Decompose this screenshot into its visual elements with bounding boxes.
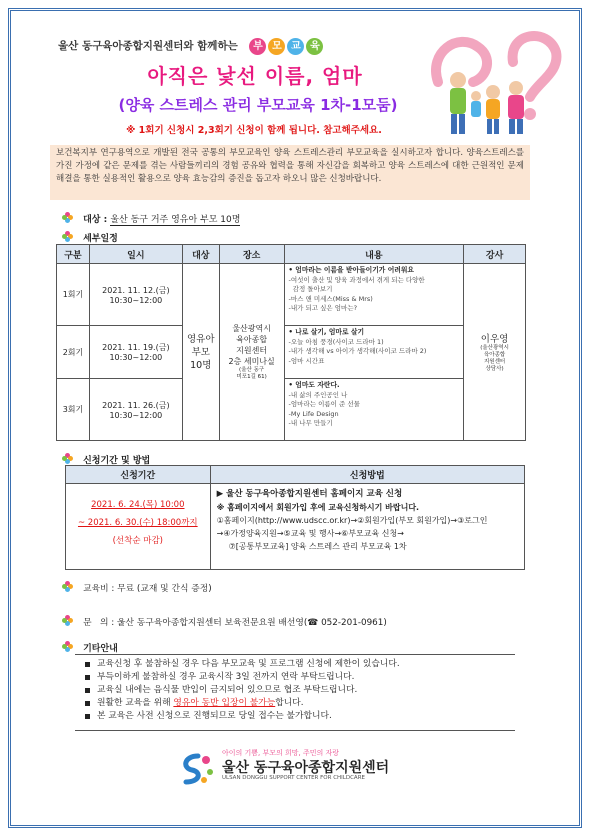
flower-icon: [62, 231, 73, 242]
content-item: -엄마 시간표: [288, 356, 325, 365]
footer-name: 울산 동구육아종합지원센터: [222, 760, 390, 776]
top-line: [58, 38, 325, 55]
time: 10:30~12:00: [109, 295, 163, 305]
place-name: 울산광역시 육아종합 지원센터 2층 세미나실: [228, 324, 275, 366]
content-item: -오늘 아침 풍경(사이코 드라마 1): [288, 337, 384, 346]
content-item: -내가 되고 싶은 엄마는?: [288, 304, 358, 312]
etc-list: [85, 658, 505, 723]
content-item: -My Life Design: [288, 409, 339, 418]
badge-bu: 부: [249, 38, 266, 55]
list-item: 부득이하게 불참하실 경우 교육시작 3일 전까지 연락 부탁드립니다.: [85, 671, 505, 684]
etc-heading: [62, 636, 118, 655]
schedule-heading-label: 세부일정: [83, 234, 118, 244]
place-address: (울산 동구 미포1길 61): [236, 367, 267, 380]
session-cell: 3회기: [57, 379, 90, 441]
family-illustration: [418, 22, 568, 140]
time: 10:30~12:00: [109, 353, 163, 362]
time: 10:30~12:00: [109, 410, 163, 420]
col-period: 신청기간: [66, 466, 211, 484]
content-cell: [284, 379, 464, 441]
schedule-header-row: [57, 245, 526, 264]
date-cell: [89, 264, 182, 326]
divider: [75, 654, 515, 655]
item-pre: 원활한 교육을 위해: [97, 698, 174, 708]
col-gubun: 구분: [57, 245, 90, 264]
method-line-4: →④가정양육지원→⑤교육 및 행사→⑥부모교육 신청→: [216, 529, 404, 538]
period-cell: [66, 484, 211, 570]
list-item: [85, 697, 505, 710]
table-row: [57, 379, 526, 441]
table-row: [57, 264, 526, 326]
apply-table: [65, 465, 525, 570]
flower-icon: [62, 615, 73, 626]
flower-icon: [62, 453, 73, 464]
method-cell: [210, 484, 524, 570]
col-target: 대상: [182, 245, 219, 264]
session-notice: ※ 1회기 신청시 2,3회기 신청이 함께 됩니다. 참고해주세요.: [126, 125, 382, 136]
footer-logo: [176, 748, 436, 788]
list-item: 본 교육은 사전 신청으로 진행되므로 당일 접수는 불가합니다.: [85, 710, 505, 723]
fee-text: 교육비 : 무료 (교재 및 간식 증정): [83, 584, 212, 594]
col-content: 내용: [284, 245, 464, 264]
content-item: -여섯이 출산 및 양육 과정에서 겪게 되는 다양한: [288, 275, 425, 284]
col-method: 신청방법: [210, 466, 524, 484]
contact-text: 문 의 : 울산 동구육아종합지원센터 보육전문요원 배선영(☎ 052-201-0961): [83, 618, 387, 628]
center-logo-icon: [176, 750, 216, 786]
content-item: -내가 생각해 vs 아이가 생각해(사이코 드라마 2): [288, 347, 427, 355]
target-label: 대상 :: [83, 215, 111, 225]
target-value: 울산 동구 거주 영유아 부모 10명: [110, 215, 241, 225]
instructor-affiliation: (울산광역시 육아종합 지원센터 상담사): [480, 345, 509, 372]
fee-line: [62, 576, 212, 595]
apply-heading-label: 신청기간 및 방법: [83, 456, 151, 466]
method-line-1: ▶ 울산 동구육아종합지원센터 홈페이지 교육 신청: [216, 489, 403, 499]
content-cell: [284, 264, 464, 326]
target-line: [62, 207, 240, 226]
content-cell: [284, 326, 464, 379]
flower-icon: [62, 581, 73, 592]
instructor-cell: [464, 264, 526, 441]
content-item: -내 삶의 주인공인 나: [288, 390, 348, 399]
method-line-3: ①홈페이지(http://www.udscc.or.kr)→②회원가입(부모 회원가입)→③로그인: [216, 516, 488, 525]
table-row: [57, 326, 526, 379]
content-item: -엄마라는 이름이 준 선물: [288, 400, 360, 408]
badge-mo: 모: [268, 38, 285, 55]
period-note: (선착순 마감): [112, 536, 163, 546]
target-cell: 영유아 부모 10명: [182, 264, 219, 441]
period-end: ~ 2021. 6. 30.(수) 18:00까지: [77, 518, 198, 528]
instructor-name: 이우영: [480, 334, 509, 345]
content-item: -내 나무 만들기: [288, 419, 333, 427]
footer-slogan: 아이의 기쁨, 부모의 희망, 주민의 자랑: [222, 749, 340, 757]
schedule-table: [56, 244, 526, 441]
period-start: 2021. 6. 24.(목) 10:00: [91, 500, 185, 510]
col-place: 장소: [219, 245, 284, 264]
etc-heading-label: 기타안내: [83, 644, 118, 654]
method-line-5: ⑦[공통부모교육] 양육 스트레스 관리 부모교육 1차: [228, 542, 407, 551]
item-post: 합니다.: [275, 698, 304, 708]
content-title: • 엄마도 자란다.: [288, 381, 340, 389]
content-title: • 엄마라는 이름을 받아들이기가 어려워요: [288, 266, 414, 274]
item-red: 영유아 동반 입장이 불가능: [173, 698, 276, 708]
contact-line: [62, 610, 387, 629]
col-datetime: 일시: [89, 245, 182, 264]
badge-yuk: 육: [306, 38, 323, 55]
session-cell: 1회기: [57, 264, 90, 326]
date-cell: [89, 326, 182, 379]
flower-icon: [62, 212, 73, 223]
method-line-2: ※ 홈페이지에서 회원가입 후에 교육신청하시기 바랍니다.: [216, 503, 420, 512]
content-item: 감정 돌아보기: [288, 285, 333, 293]
badge-gyo: 교: [287, 38, 304, 55]
content-item: -마스 앤 미세스(Miss & Mrs): [288, 294, 373, 303]
date: 2021. 11. 12.(금): [102, 285, 170, 295]
content-title: • 나로 살기, 엄마로 살기: [288, 328, 365, 336]
intro-box: 보건복지부 연구용역으로 개발된 전국 공통의 부모교육인 양육 스트레스관리 부모교육을 실시하고자 합니다. 양육스트레스를 가진 가정에 같은 문제를 겪는 사람들끼리의 경험 공유와 협력을 통해 자신감을 회복하고 양육 스트레스에 대한 근원적인 문제 해결을 통한 실용적인 활용으로 양육 효능감의 증진을 돕고자 하오니 많은 신청바랍니다.: [50, 145, 530, 200]
list-item: 교육신청 후 불참하실 경우 다음 부모교육 및 프로그램 신청에 제한이 있습니다.: [85, 658, 505, 671]
top-line-text: 울산 동구육아종합지원센터와 함께하는: [58, 40, 238, 52]
date: 2021. 11. 19.(금): [102, 343, 170, 352]
flower-icon: [62, 641, 73, 652]
col-instructor: 강사: [464, 245, 526, 264]
date-cell: [89, 379, 182, 441]
page-title: 아직은 낯선 이름, 엄마: [147, 64, 363, 88]
schedule-heading: [62, 226, 118, 245]
date: 2021. 11. 26.(금): [102, 400, 170, 410]
divider: [75, 730, 515, 731]
page-subtitle: (양육 스트레스 관리 부모교육 1차-1모둠): [118, 96, 398, 114]
footer-name-en: ULSAN DONGGU SUPPORT CENTER FOR CHILDCARE: [222, 775, 365, 781]
list-item: 교육실 내에는 음식물 반입이 금지되어 있으므로 협조 부탁드립니다.: [85, 684, 505, 697]
session-cell: 2회기: [57, 326, 90, 379]
place-cell: [219, 264, 284, 441]
